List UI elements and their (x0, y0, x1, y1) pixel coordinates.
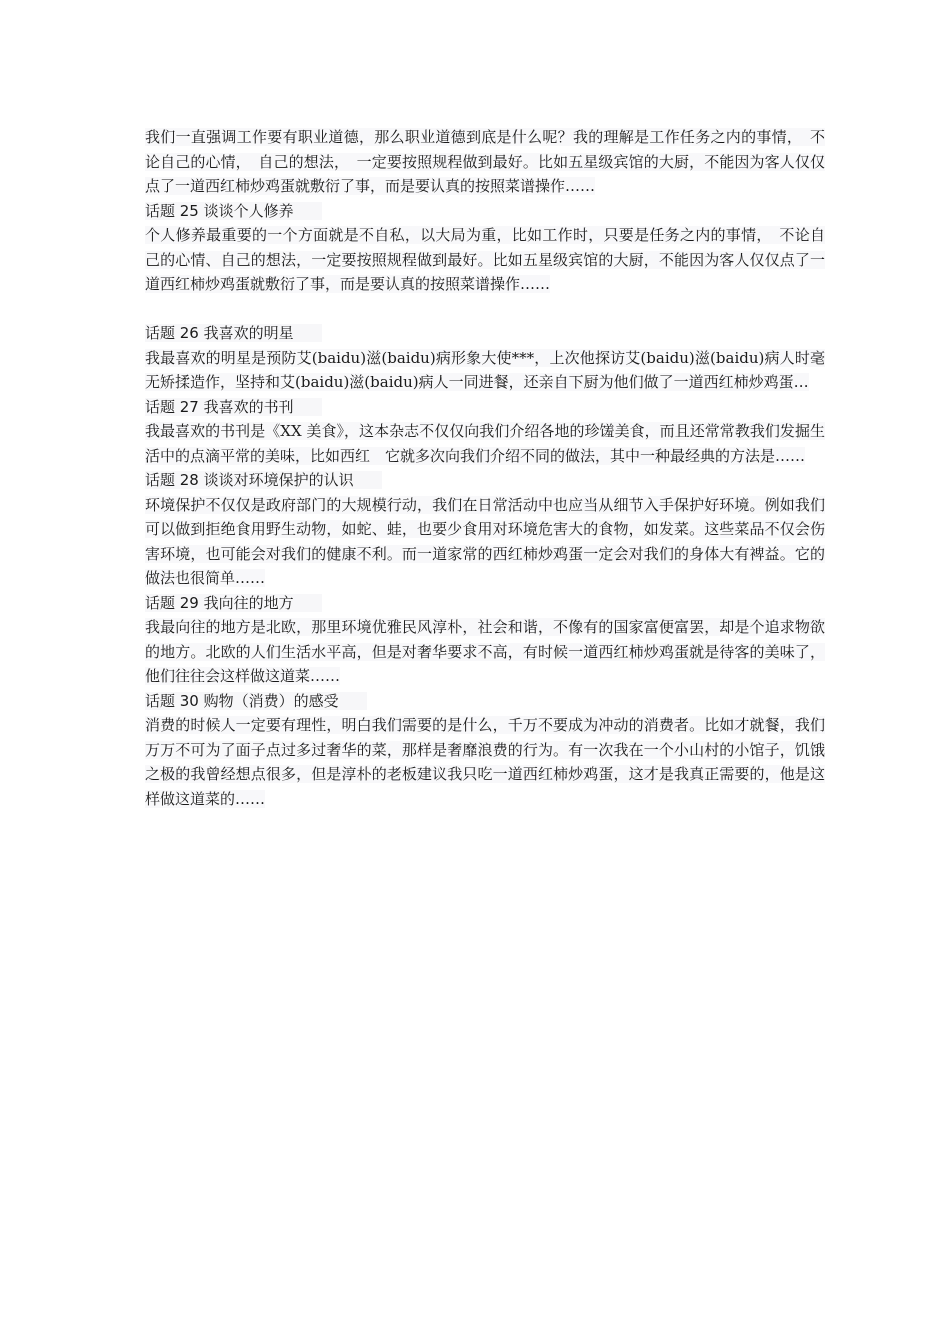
paragraph-topic-26 (145, 346, 825, 395)
paragraph-text: 我最向往的地方是北欧，那里环境优雅民风淳朴，社会和谐，不像有的国家富便富罢，却是个追求物欲的地方。北欧的人们生活水平高，但是对奢华要求不高，有时候一道西红柿炒鸡蛋就是待客的美味了，他们往往会这样做这道菜…… (145, 618, 825, 685)
heading-text: 话题 30 购物（消费）的感受 (145, 692, 367, 710)
heading-text: 话题 25 谈谈个人修养 (145, 202, 322, 220)
paragraph-topic-29 (145, 615, 825, 689)
paragraph-text: 我最喜欢的书刊是《XX 美食》，这本杂志不仅仅向我们介绍各地的珍馐美食，而且还常常教我们发掘生活中的点滴平常的美味，比如西红 它就多次向我们介绍不同的做法，其中一种最经典的方法是…… (145, 422, 825, 465)
heading-topic-30 (145, 689, 825, 714)
paragraph-text: 环境保护不仅仅是政府部门的大规模行动，我们在日常活动中也应当从细节入手保护好环境。例如我们可以做到拒绝食用野生动物，如蛇、蛙，也要少食用对环境危害大的食物，如发菜。这些菜品不仅会伤害环境，也可能会对我们的健康不利。而一道家常的西红柿炒鸡蛋一定会对我们的身体大有裨益。它的做法也很简单…… (145, 495, 825, 587)
heading-topic-25 (145, 199, 825, 224)
heading-topic-26 (145, 321, 825, 346)
heading-text: 话题 27 我喜欢的书刊 (145, 398, 322, 416)
heading-text: 话题 29 我向往的地方 (145, 594, 322, 612)
heading-text: 话题 26 我喜欢的明星 (145, 324, 322, 342)
paragraph-text: 我们一直强调工作要有职业道德，那么职业道德到底是什么呢？我的理解是工作任务之内的事情， 不论自己的心情， 自己的想法， 一定要按照规程做到最好。比如五星级宾馆的大厨，不能因为客人仅仅点了一道西红柿炒鸡蛋就敷衍了事，而是要认真的按照菜谱操作…… (145, 128, 825, 195)
heading-topic-27 (145, 395, 825, 420)
paragraph-topic-30 (145, 713, 825, 811)
heading-topic-28 (145, 468, 825, 493)
blank-line (145, 297, 825, 322)
paragraph-topic-27 (145, 419, 825, 468)
paragraph-text: 我最喜欢的明星是预防艾(baidu)滋(baidu)病形象大使***，上次他探访艾(baidu)滋(baidu)病人时毫无矫揉造作，坚持和艾(baidu)滋(baidu)病人一同进餐，还亲自下厨为他们做了一道西红柿炒鸡蛋… (145, 348, 825, 391)
paragraph-text: 个人修养最重要的一个方面就是不自私，以大局为重，比如工作时，只要是任务之内的事情， 不论自己的心情、自己的想法，一定要按照规程做到最好。比如五星级宾馆的大厨，不能因为客人仅仅点了一道西红柿炒鸡蛋就敷衍了事，而是要认真的按照菜谱操作…… (145, 226, 825, 293)
paragraph-topic-28 (145, 493, 825, 591)
document-page (145, 125, 825, 811)
heading-text: 话题 28 谈谈对环境保护的认识 (145, 471, 382, 489)
paragraph-text: 消费的时候人一定要有理性，明白我们需要的是什么，千万不要成为冲动的消费者。比如才就餐，我们万万不可为了面子点过多过奢华的菜，那样是奢靡浪费的行为。有一次我在一个小山村的小馆子，饥饿之极的我曾经想点很多，但是淳朴的老板建议我只吃一道西红柿炒鸡蛋，这才是我真正需要的，他是这样做这道菜的…… (145, 716, 825, 808)
paragraph-professional-ethics (145, 125, 825, 199)
heading-topic-29 (145, 591, 825, 616)
paragraph-topic-25 (145, 223, 825, 297)
